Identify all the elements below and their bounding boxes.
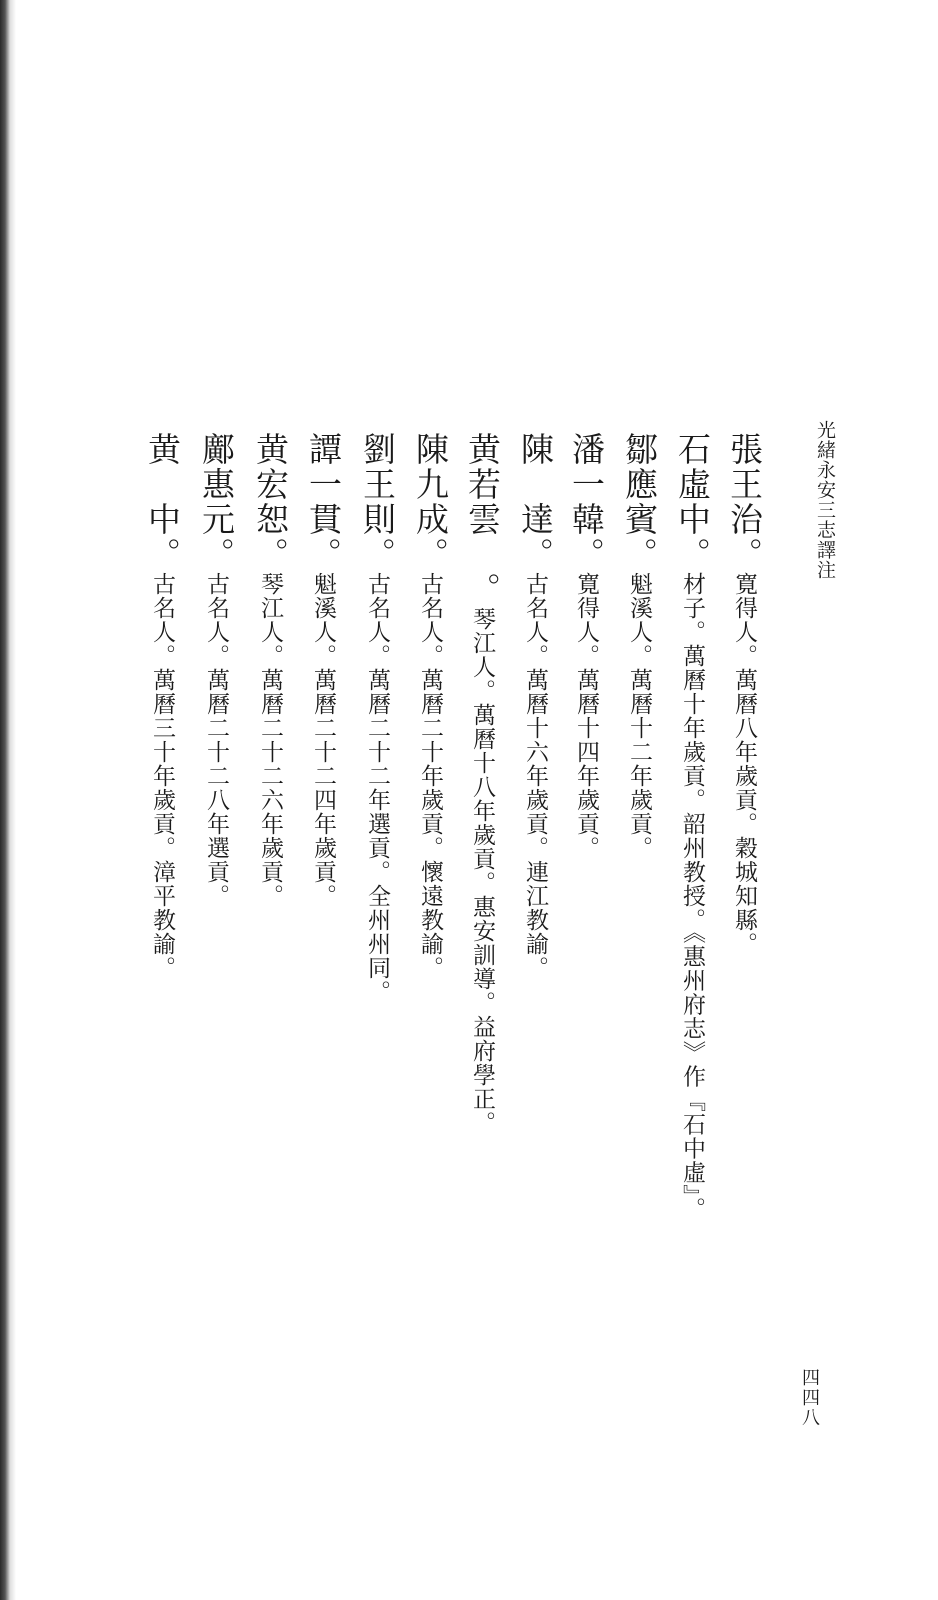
entry-column (567, 432, 606, 860)
entry-name: 鄺惠元。 (197, 432, 236, 572)
page-number: 四四八 (799, 1368, 820, 1428)
entry-column (620, 432, 659, 860)
entry-description: 古名人。萬曆十六年歲貢。連江教諭。 (522, 572, 548, 980)
entry-column (725, 432, 764, 956)
entry-name: 陳九成。 (411, 432, 450, 572)
entry-name: 譚一貫。 (304, 432, 343, 572)
entry-description: 寛得人。萬曆八年歲貢。穀城知縣。 (731, 572, 757, 956)
entry-column (516, 432, 555, 980)
entry-description: 材子。萬曆十年歲貢。韶州教授。《惠州府志》作『石中虛』。 (679, 572, 705, 1221)
entry-description: 古名人。萬曆二十二年選貢。全州州同。 (364, 572, 390, 1004)
running-title: 光緒永安三志譯注 (814, 420, 836, 580)
entry-column (411, 432, 450, 980)
entry-name: 劉王則。 (358, 432, 397, 572)
entry-name: 黄 中。 (143, 432, 182, 572)
entry-description: 魁溪人。萬曆二十二四年歲貢。 (310, 572, 336, 908)
entry-column (143, 432, 182, 980)
scan-binding-edge (0, 0, 16, 1600)
entry-column (358, 432, 397, 1004)
entry-name: 陳 達。 (516, 432, 555, 572)
entry-name: 石虛中。 (673, 432, 712, 572)
entry-name: 張王治。 (725, 432, 764, 572)
entry-column (673, 432, 712, 1221)
entry-description: 古名人。萬曆三十年歲貢。漳平教諭。 (149, 572, 175, 980)
entry-column (251, 432, 290, 908)
entry-description: 寛得人。萬曆十四年歲貢。 (573, 572, 599, 860)
entry-name: 黄若雲 。 (463, 432, 502, 607)
entry-column (463, 432, 502, 1135)
entry-column (197, 432, 236, 908)
entry-column (304, 432, 343, 908)
entry-name: 黄宏恕。 (251, 432, 290, 572)
entry-description: 古名人。萬曆二十年歲貢。懷遠教諭。 (417, 572, 443, 980)
entry-name: 潘一韓。 (567, 432, 606, 572)
entry-description: 古名人。萬曆二十二八年選貢。 (203, 572, 229, 908)
entry-description: 琴江人。萬曆十八年歲貢。惠安訓導。益府學正。 (469, 607, 495, 1135)
entry-description: 魁溪人。萬曆十二年歲貢。 (626, 572, 652, 860)
entry-description: 琴江人。萬曆二十二六年歲貢。 (257, 572, 283, 908)
entry-name: 鄒應賓。 (620, 432, 659, 572)
